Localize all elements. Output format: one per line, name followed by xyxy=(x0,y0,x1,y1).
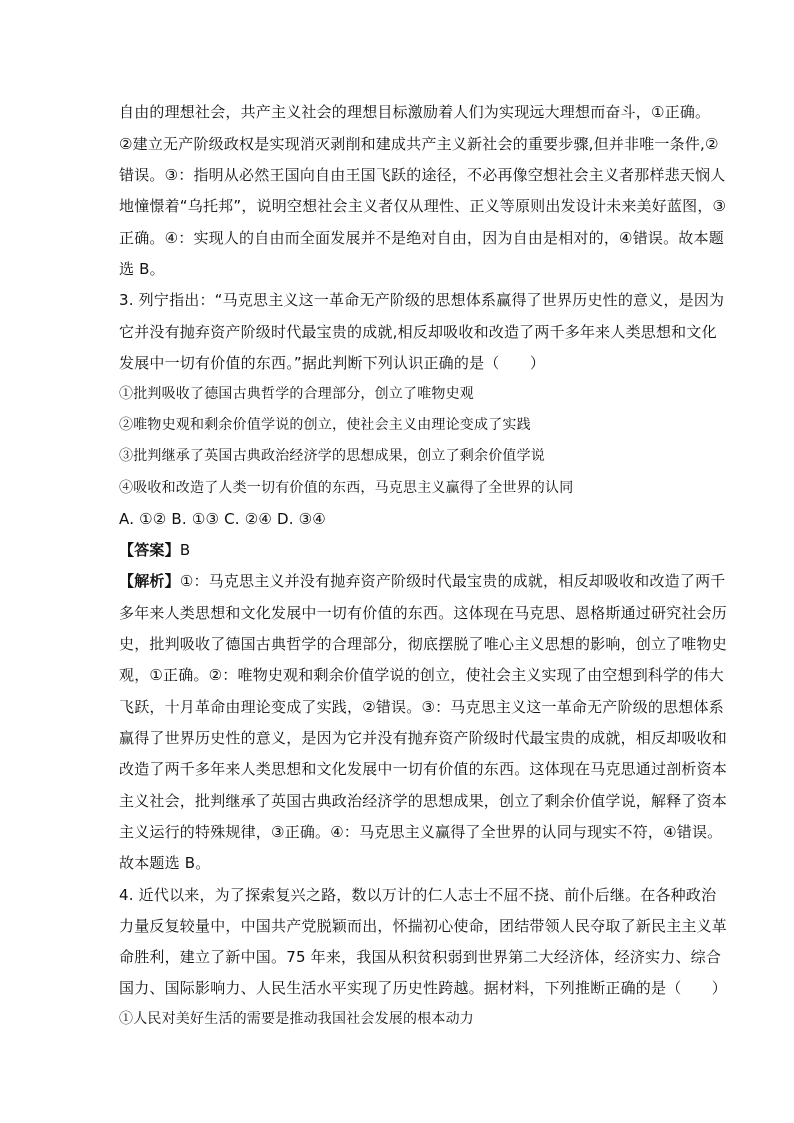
question-3-analysis-line-10: 故本题选 B。 xyxy=(119,854,211,872)
question-3-choices: A. ①② B. ①③ C. ②④ D. ③④ xyxy=(119,510,326,528)
prev-analysis-line-3: 错误。③：指明从必然王国向自由王国飞跃的途径，不必再像空想社会主义者那样悲天悯人 xyxy=(119,166,726,184)
question-3-stem-line-1: 3. 列宁指出：“马克思主义这一革命无产阶级的思想体系赢得了世界历史性的意义，是因为 xyxy=(119,291,725,309)
prev-analysis-line-1: 自由的理想社会，共产主义社会的理想目标激励着人们为实现远大理想而奋斗，①正确。 xyxy=(119,103,711,121)
question-3-analysis-line-5: 飞跃，十月革命由理论变成了实践，②错误。③：马克思主义这一革命无产阶级的思想体系 xyxy=(119,698,724,716)
question-3-option-3: ③批判继承了英国古典政治经济学的思想成果，创立了剩余价值学说 xyxy=(119,448,545,464)
question-3-analysis-line-2: 多年来人类思想和文化发展中一切有价值的东西。这体现在马克思、恩格斯通过研究社会历 xyxy=(119,604,728,622)
question-3-stem-line-2: 它并没有抛弃资产阶级时代最宝贵的成就,相反却吸收和改造了两千多年来人类思想和文化 xyxy=(119,323,717,341)
question-3-analysis-line-4: 观，①正确。②：唯物史观和剩余价值学说的创立，使社会主义实现了由空想到科学的伟大 xyxy=(119,666,724,684)
question-3-analysis-line-8: 主义社会，批判继承了英国古典政治经济学的思想成果，创立了剩余价值学说，解释了资本 xyxy=(119,792,728,810)
question-4-stem-line-4: 国力、国际影响力、人民生活水平实现了历史性跨越。据材料，下列推断正确的是（ ） xyxy=(119,979,728,997)
question-4-option-1: ①人民对美好生活的需要是推动我国社会发展的根本动力 xyxy=(119,1011,474,1027)
prev-analysis-line-5: 正确。④：实现人的自由而全面发展并不是绝对自由，因为自由是相对的，④错误。故本题 xyxy=(119,229,724,247)
question-4-stem-line-1: 4. 近代以来，为了探索复兴之路，数以万计的仁人志士不屈不挠、前仆后继。在各种政治 xyxy=(119,886,717,904)
question-4-stem-line-2: 力量反复较量中，中国共产党脱颖而出，怀揣初心使命，团结带领人民夺取了新民主主义革 xyxy=(119,917,728,935)
question-3-analysis-line-3: 史，批判吸收了德国古典哲学的合理部分，彻底摆脱了唯心主义思想的影响，创立了唯物史 xyxy=(119,635,728,653)
question-3-stem-line-3: 发展中一切有价值的东西。”据此判断下列认识正确的是（ ） xyxy=(119,354,546,372)
analysis-text: ①：马克思主义并没有抛弃资产阶级时代最宝贵的成就，相反却吸收和改造了两千 xyxy=(179,572,726,590)
question-4-stem-line-3: 命胜利，建立了新中国。75 年来，我国从积贫积弱到世界第二大经济体，经济实力、综合 xyxy=(119,948,722,966)
question-3-analysis-line-7: 改造了两千多年来人类思想和文化发展中一切有价值的东西。这体现在马克思通过剖析资本 xyxy=(119,760,728,778)
answer-value: B xyxy=(179,541,191,559)
prev-analysis-line-6: 选 B。 xyxy=(119,260,165,278)
question-3-analysis-line-9: 主义运行的特殊规律，③正确。④：马克思主义赢得了全世界的认同与现实不符，④错误。 xyxy=(119,823,723,841)
prev-analysis-line-4: 地憧憬着“乌托邦”，说明空想社会主义者仅从理性、正义等原则出发设计未来美好蓝图，③ xyxy=(119,197,727,215)
prev-analysis-line-2: ②建立无产阶级政权是实现消灭剥削和建成共产主义新社会的重要步骤,但并非唯一条件,② xyxy=(119,135,719,153)
question-3-option-1: ①批判吸收了德国古典哲学的合理部分，创立了唯物史观 xyxy=(119,386,474,402)
question-3-analysis-line-1 xyxy=(119,571,726,591)
analysis-label: 【解析】 xyxy=(119,572,180,590)
question-3-option-2: ②唯物史观和剩余价值学说的创立，使社会主义由理论变成了实践 xyxy=(119,417,531,433)
question-3-analysis-line-6: 赢得了世界历史性的意义，是因为它并没有抛弃资产阶级时代最宝贵的成就，相反却吸收和 xyxy=(119,729,728,747)
answer-label: 【答案】 xyxy=(119,541,180,559)
question-3-option-4: ④吸收和改造了人类一切有价值的东西，马克思主义赢得了全世界的认同 xyxy=(119,480,574,496)
question-3-answer xyxy=(119,540,694,560)
